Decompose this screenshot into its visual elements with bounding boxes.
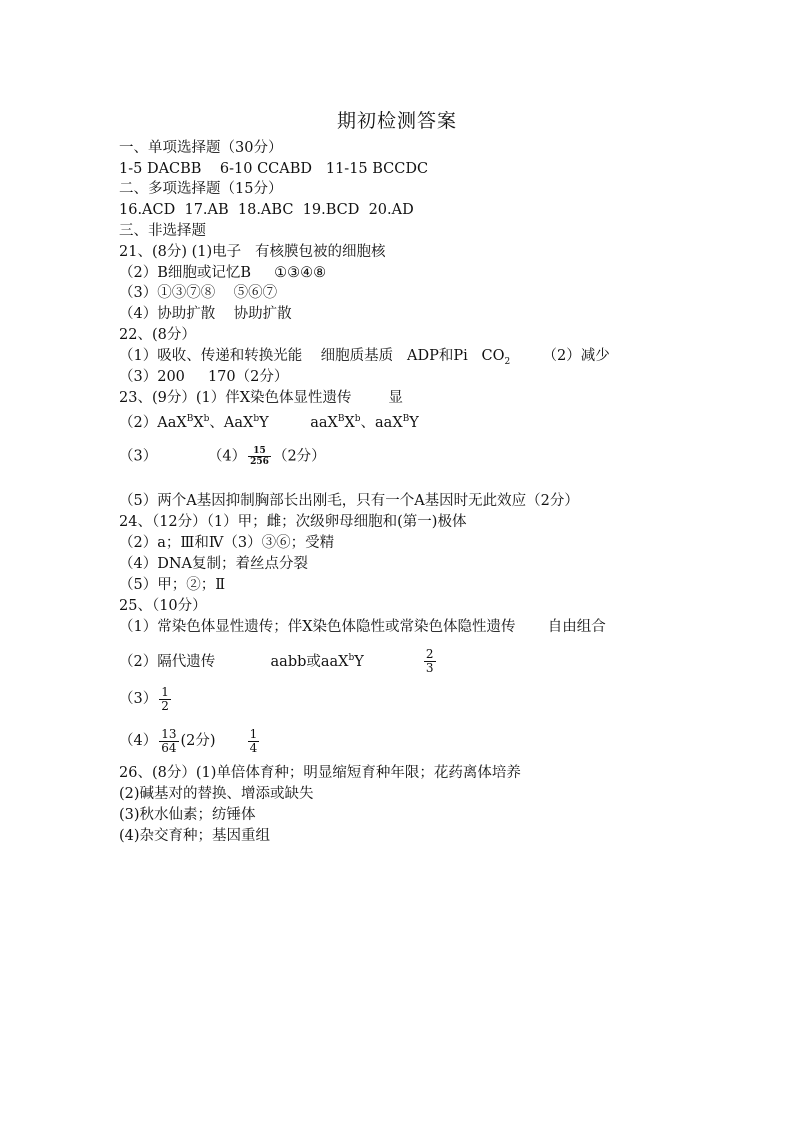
genotype-1 (157, 415, 209, 431)
fraction-numerator: 15 (253, 446, 266, 456)
q25-part4-label: （4） (119, 733, 158, 749)
genotype-sup: b (253, 414, 260, 424)
genotype-4 (375, 415, 419, 431)
q22-part1-text: （1）吸收、传递和转换光能 细胞质基质 ADP和Pi CO (119, 348, 505, 364)
q23-part3-4-label: （3） （4） (119, 448, 247, 465)
q25-heading: 25、（10分） (119, 598, 207, 614)
fraction-denominator: 2 (161, 698, 169, 713)
q23-part5: （5）两个A基因抑制胸部长出刚毛，只有一个A基因时无此效应（2分） (119, 493, 579, 509)
fraction-denominator: 64 (161, 740, 177, 755)
separator: 、 (360, 414, 376, 431)
q21-part1: 21、(8分) (1)电子 有核膜包被的细胞核 (119, 244, 386, 260)
single-choice-answers: 1-5 DACBB 6-10 CCABD 11-15 BCCDC (119, 161, 429, 177)
fraction-denominator: 256 (250, 457, 269, 467)
fraction-denominator: 3 (425, 661, 434, 676)
genotype-2 (224, 415, 269, 431)
genotype-sup: b (203, 414, 210, 424)
q25-part2 (119, 643, 438, 677)
spacer (269, 415, 310, 431)
co2-subscript: 2 (504, 356, 511, 367)
q22-part2-text: （2）减少 (510, 348, 610, 364)
q25-part1: （1）常染色体显性遗传；伴X染色体隐性或常染色体隐性遗传 自由组合 (119, 619, 606, 635)
page-title: 期初检测答案 (336, 110, 457, 132)
q24-part5: （5）甲；②；Ⅱ (119, 577, 226, 593)
q24-part2-3: （2）a；Ⅲ和Ⅳ（3）③⑥；受精 (119, 535, 335, 551)
q21-part4: （4）协助扩散 协助扩散 (119, 306, 292, 322)
q23-part1: 23、(9分）(1）伴X染色体显性遗传 显 (119, 390, 403, 406)
q25-part2-text: （2）隔代遗传 aabb或aaX (119, 653, 349, 670)
score-note: (2分) (180, 733, 216, 749)
q21-part2: （2）B细胞或记忆B ①③④⑧ (119, 265, 327, 281)
q23-part2-label: （2） (119, 414, 158, 431)
genotype-text: Y (354, 653, 364, 670)
multi-choice-answers: 16.ACD 17.AB 18.ABC 19.BCD 20.AD (119, 202, 414, 218)
q22-heading: 22、(8分） (119, 327, 196, 343)
genotype-text: X (193, 414, 204, 431)
genotype-sup: b (354, 414, 361, 424)
genotype-text: aaX (310, 414, 338, 431)
genotype-sup: B (337, 414, 345, 424)
fraction-13-64 (159, 728, 178, 755)
q26-part4: (4)杂交育种；基因重组 (119, 828, 271, 844)
genotype-text: X (344, 414, 355, 431)
fraction-denominator: 4 (249, 740, 258, 755)
q22-part3: （3）200 170（2分） (119, 369, 289, 385)
genotype-text: Y (259, 414, 269, 431)
section-single-choice-heading: 一、单项选择题（30分） (119, 140, 283, 156)
q23-part2 (119, 409, 419, 433)
q21-part3: （3）①③⑦⑧ ⑤⑥⑦ (119, 285, 278, 301)
genotype-sup: B (186, 414, 194, 424)
genotype-text: aaX (375, 414, 403, 431)
genotype-sup: B (402, 414, 410, 424)
q24-part1: 24、（12分）（1）甲；雌；次级卵母细胞和(第一)极体 (119, 514, 467, 530)
q25-part3-label: （3） (119, 691, 158, 707)
q26-part3: (3)秋水仙素；纺锤体 (119, 807, 256, 823)
fraction-1-2 (159, 686, 171, 713)
q25-part4 (119, 726, 261, 756)
q26-part1: 26、(8分）(1)单倍体育种；明显缩短育种年限；花药离体培养 (119, 765, 521, 781)
q26-part2: (2)碱基对的替换、增添或缺失 (119, 786, 314, 802)
genotype-text: AaX (223, 414, 254, 431)
q23-part3-4 (119, 446, 326, 467)
genotype-sup: b (348, 653, 355, 663)
fraction-numerator: 2 (425, 647, 434, 662)
genotype-3 (310, 415, 360, 431)
section-non-choice-heading: 三、非选择题 (119, 223, 206, 239)
genotype-text: Y (409, 414, 419, 431)
q25-part3 (119, 684, 173, 714)
fraction-numerator: 13 (161, 726, 177, 741)
separator: 、 (209, 414, 224, 431)
fraction-2-3 (424, 648, 436, 675)
fraction-numerator: 1 (161, 684, 169, 699)
genotype-text: AaX (157, 414, 187, 431)
fraction-1-4 (248, 728, 260, 755)
section-multi-choice-heading: 二、多项选择题（15分） (119, 181, 283, 197)
fraction-numerator: 1 (249, 726, 258, 741)
fraction-15-256 (248, 446, 271, 467)
score-note: （2分） (272, 448, 326, 465)
q24-part4: （4）DNA复制；着丝点分裂 (119, 556, 309, 572)
